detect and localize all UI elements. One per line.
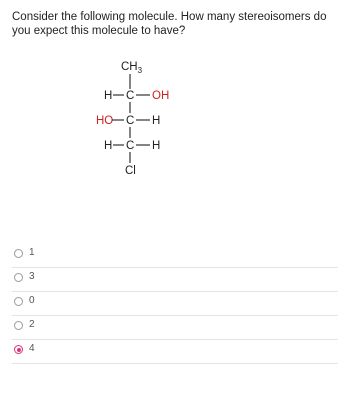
row3-left: H	[104, 140, 113, 152]
radio-button[interactable]	[14, 273, 23, 282]
row3-right: H	[152, 140, 161, 152]
option-label: 4	[29, 343, 35, 354]
radio-button[interactable]	[14, 249, 23, 258]
question-text: Consider the following molecule. How many stereoisomers do you expect this molecule to have?	[12, 11, 327, 37]
chlorine-group: Cl	[125, 165, 136, 177]
row3-center: C	[126, 140, 135, 152]
answer-option[interactable]	[12, 316, 338, 340]
methyl-subscript: 3	[137, 66, 143, 75]
answer-option[interactable]	[12, 292, 338, 316]
radio-button[interactable]	[14, 321, 23, 330]
row1-right: OH	[152, 90, 170, 102]
answer-option[interactable]	[12, 340, 338, 364]
option-label: 0	[29, 295, 35, 306]
row1-left: H	[104, 90, 113, 102]
answer-option[interactable]	[12, 268, 338, 292]
radio-button[interactable]	[14, 297, 23, 306]
row2-left: HO	[96, 115, 114, 127]
radio-button-selected[interactable]	[14, 345, 23, 354]
option-label: 1	[29, 247, 35, 258]
methyl-group: $CH_3$	[121, 61, 143, 75]
row2-center: C	[126, 115, 135, 127]
option-label: 3	[29, 271, 35, 282]
answer-option[interactable]	[12, 244, 338, 268]
row2-right: H	[152, 115, 161, 127]
row1-center: C	[126, 90, 135, 102]
option-label: 2	[29, 319, 35, 330]
